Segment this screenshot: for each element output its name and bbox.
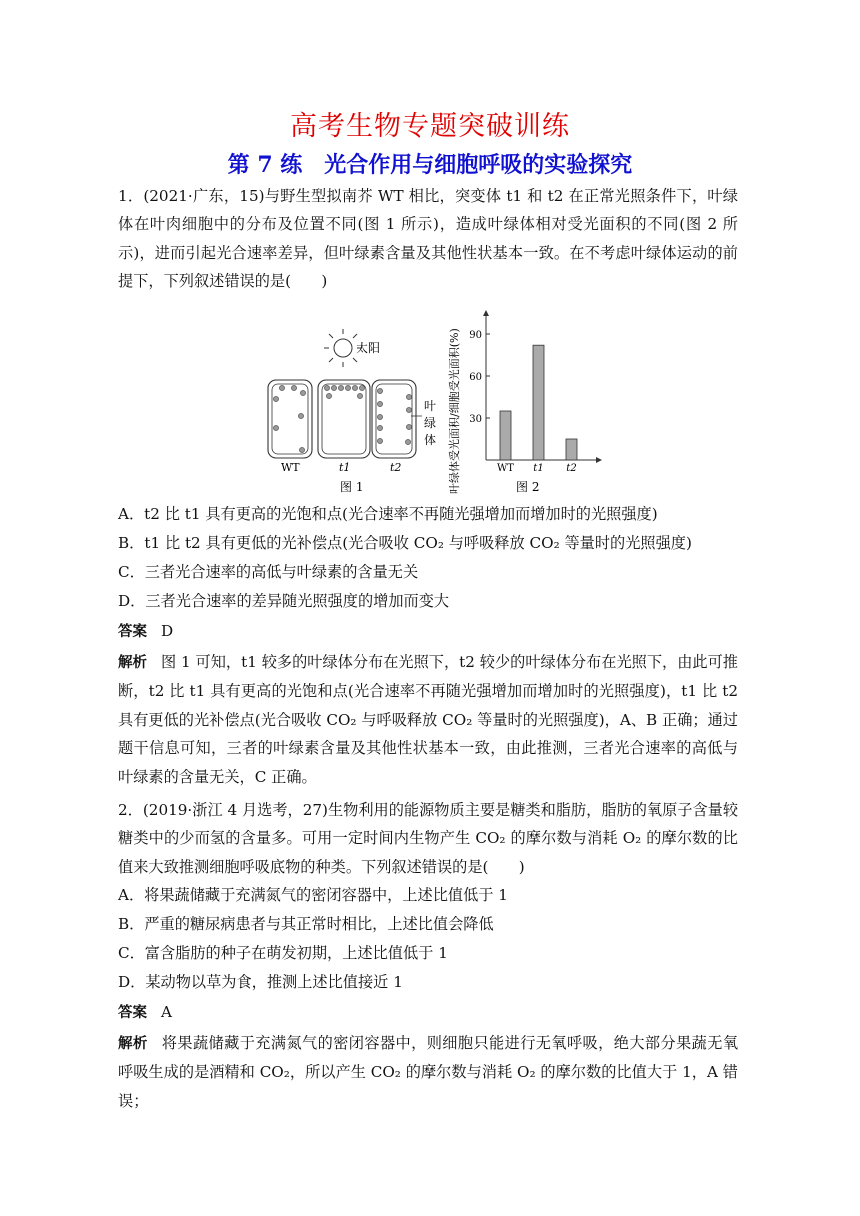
- answer-label: 答案: [118, 1005, 147, 1021]
- question-2-stem: 2．(2019·浙江 4 月选考，27)生物利用的能源物质主要是糖类和脂肪，脂肪的氧原子含量较糖类中的少而氢的含量多。可用一定时间内生物产生 CO₂ 的摩尔数与消耗 O₂ 的摩尔数的比值来大致推测细胞呼吸底物的种类。下列叙述错误的是( ): [118, 801, 739, 876]
- y-axis-label: 叶绿体受光面积/细胞受光面积(%): [448, 328, 461, 494]
- figure-1-and-2: [258, 300, 608, 500]
- chloroplast-label-2: 绿: [424, 416, 437, 430]
- analysis-text: 将果蔬储藏于充满氮气的密闭容器中，则细胞只能进行无氧呼吸，绝大部分果蔬无氧呼吸生成的是酒精和 CO₂，所以产生 CO₂ 的摩尔数与消耗 O₂ 的摩尔数的比值大于 1，A 错误；: [118, 1034, 739, 1110]
- analysis-text: 图 1 可知，t1 较多的叶绿体分布在光照下，t2 较少的叶绿体分布在光照下，由此可推断，t2 比 t1 具有更高的光饱和点(光合速率不再随光强增加而增加时的光照强度)，t1 比 t2 具有更低的光补偿点(光合吸收 CO₂ 与呼吸释放 CO₂ 等量时的光照强度)，A、B 正确；通过题干信息可知，三者的叶绿素含量及其他性状基本一致，由此推测，三者光合速率的高低与叶绿素的含量无关，C 正确。: [118, 653, 738, 786]
- y-tick-label: 90: [469, 330, 482, 341]
- document-title: 高考生物专题突破训练: [290, 111, 570, 142]
- figure-1-caption: 图 1: [340, 480, 364, 494]
- figure-2-caption: 图 2: [516, 480, 540, 494]
- analysis-label: 解析: [118, 655, 148, 671]
- x-tick-label: t2: [566, 463, 577, 474]
- y-axis-arrow: [483, 310, 489, 316]
- q2-option-a: A．将果蔬储藏于充满氮气的密闭容器中，上述比值低于 1: [118, 886, 508, 904]
- q1-answer: [118, 620, 173, 641]
- q1-option-d: D．三者光合速率的差异随光照强度的增加而变大: [118, 592, 450, 610]
- cell-label-t2: t2: [390, 461, 402, 474]
- bar: [533, 345, 544, 460]
- chloroplast-dots: [273, 385, 411, 452]
- x-tick-label: WT: [497, 463, 514, 474]
- cell-label-t1: t1: [339, 461, 351, 474]
- y-tick-label: 30: [469, 414, 482, 425]
- bar-chart: [447, 310, 602, 494]
- x-axis-arrow: [596, 457, 602, 463]
- answer-value: D: [161, 622, 174, 640]
- q1-analysis: [118, 648, 738, 791]
- question-1-stem: 1．(2021·广东，15)与野生型拟南芥 WT 相比，突变体 t1 和 t2 在正常光照条件下，叶绿体在叶肉细胞中的分布及位置不同(图 1 所示)，造成叶绿体相对受光面积的不同(图 2 所示)，进而引起光合速率差异，但叶绿素含量及其他性状基本一致。在不考虑叶绿体运动的前提下，下列叙述错误的是( ): [118, 187, 738, 291]
- q2-option-c: C．富含脂肪的种子在萌发初期，上述比值低于 1: [118, 944, 448, 962]
- y-tick-label: 60: [469, 372, 482, 383]
- q2-option-d: D．某动物以草为食，推测上述比值接近 1: [118, 973, 403, 991]
- answer-label: 答案: [118, 624, 147, 640]
- answer-value: A: [161, 1003, 172, 1021]
- chloroplast-label-1: 叶: [424, 399, 437, 413]
- x-tick-label: t1: [533, 463, 544, 474]
- q1-option-a: A．t2 比 t1 具有更高的光饱和点(光合速率不再随光强增加而增加时的光照强度): [118, 505, 658, 523]
- q2-option-b: B．严重的糖尿病患者与其正常时相比，上述比值会降低: [118, 915, 494, 933]
- bar: [500, 411, 511, 460]
- section-title: 第 7 练 光合作用与细胞呼吸的实验探究: [227, 152, 633, 178]
- cell-label-wt: WT: [281, 461, 300, 474]
- q1-option-b: B．t1 比 t2 具有更低的光补偿点(光合吸收 CO₂ 与呼吸释放 CO₂ 等量时的光照强度): [118, 534, 692, 552]
- q2-analysis: [118, 1029, 738, 1115]
- bar: [566, 439, 577, 460]
- q1-option-c: C．三者光合速率的高低与叶绿素的含量无关: [118, 563, 419, 581]
- cell-t1: [318, 380, 370, 458]
- q2-answer: [118, 1001, 172, 1022]
- chloroplast-label-3: 体: [424, 433, 437, 447]
- sun-label: 太阳: [356, 341, 381, 355]
- analysis-label: 解析: [118, 1036, 148, 1052]
